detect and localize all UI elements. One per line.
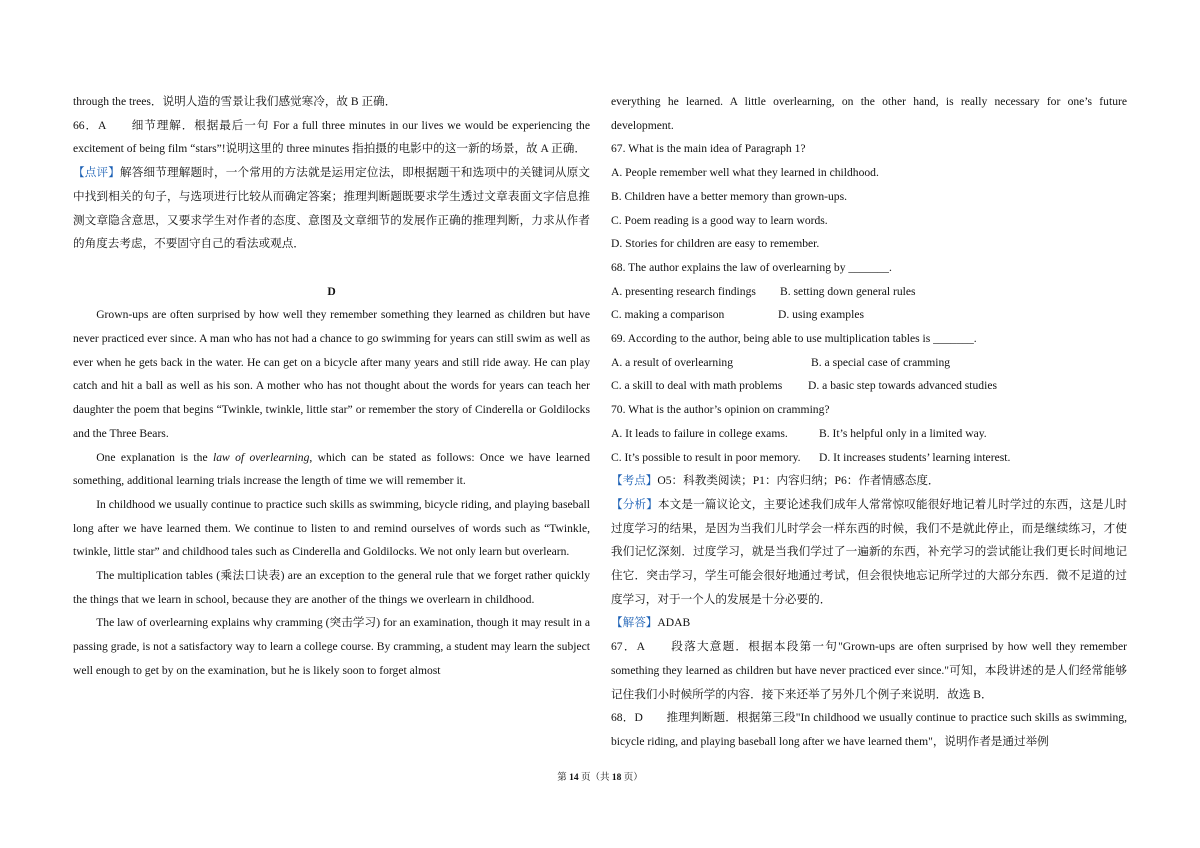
- options-70-row-2: [611, 446, 1127, 470]
- analysis-paragraph: [611, 493, 1127, 612]
- passage-paragraph-4: The multiplication tables (乘法口诀表) are an exception to the general rule that we forget rather quickly the things that we learn in school, because they are another of the things we overlearn in childhood.: [73, 569, 590, 606]
- option-67-a: A. People remember well what they learned in childhood.: [611, 166, 879, 180]
- options-68-row-1: [611, 280, 1127, 304]
- kaodian-tag: 【考点】: [611, 474, 658, 488]
- option-69-d: D. a basic step towards advanced studies: [808, 379, 997, 393]
- options-70-row-1: [611, 422, 1127, 446]
- options-69-row-2: [611, 374, 1127, 398]
- right-column: [611, 90, 1127, 754]
- answer-66: 66．A 细节理解．根据最后一句 For a full three minutes in our lives we would be experiencing the excitement of being film “stars”!说明这里的 three minutes 指拍摄的电影中的这一新的场景，故 A 正确．: [73, 118, 590, 156]
- review-paragraph: [73, 161, 590, 256]
- option-68-b: B. setting down general rules: [780, 284, 916, 298]
- option-67-d: D. Stories for children are easy to remember.: [611, 237, 820, 251]
- kaodian-paragraph: [611, 469, 1127, 493]
- page-footer: [0, 769, 1200, 783]
- option-69-a: A. a result of overlearning: [611, 355, 734, 369]
- options-69-row-1: [611, 351, 1127, 375]
- text-line: through the trees．说明人造的雪景让我们感觉寒冷，故 B 正确．: [73, 95, 397, 108]
- question-68: 68. The author explains the law of overlearning by _______.: [611, 260, 892, 274]
- option-67-b: B. Children have a better memory than grown-ups.: [611, 189, 848, 203]
- review-tag: 【点评】: [73, 166, 121, 180]
- review-text: 解答细节理解题时，一个常用的方法就是运用定位法，即根据题干和选项中的关键词从原文中找到相关的句子，与选项进行比较从而确定答案；推理判断题既要求学生透过文章表面文字信息推测文章隐含意思，又要求学生对作者的态度、意图及文章细节的发展作正确的推理判断，力求从作者的角度去考虑，不要固守自己的看法或观点．: [73, 166, 590, 251]
- page-total: 18: [611, 773, 622, 783]
- question-67: 67. What is the main idea of Paragraph 1?: [611, 142, 806, 156]
- option-67-c: C. Poem reading is a good way to learn words.: [611, 213, 828, 227]
- question-69: 69. According to the author, being able to use multiplication tables is _______.: [611, 332, 977, 346]
- answer-67: 67．A 段落大意题．根据本段第一句"Grown-ups are often surprised by how well they remember something they learned as children but have never practiced ever since."可知，本段讲述的是人们经常能够记住我们小时候所学的内容．接下来还举了另外几个例子来说明．故选 B．: [611, 640, 1127, 701]
- p2-text-b: , which can be stated as follows: Once we have learned something, additional learning trials increase the length of time we will remember it.: [73, 450, 590, 488]
- option-70-a: A. It leads to failure in college exams.: [611, 426, 788, 440]
- option-68-a: A. presenting research findings: [611, 284, 756, 298]
- passage-paragraph-1: Grown-ups are often surprised by how well they remember something they learned as children but have never practiced ever since. A man who has not had a chance to go swimming for years can still swim as well as ever when he gets back in the water. He can get on a bicycle after many years and still ride away. He can play catch and hit a ball as well as his son. A mother who has not thought about the words for years can teach her daughter the poem that begins “Twinkle, twinkle, little star” or remember the story of Cinderella or Goldilocks and the Three Bears.: [73, 308, 590, 440]
- option-68-c: C. making a comparison: [611, 308, 725, 322]
- left-column: [73, 90, 590, 683]
- footer-pre: 第: [557, 773, 570, 783]
- answer-text: ADAB: [657, 616, 691, 630]
- option-68-d: D. using examples: [778, 308, 864, 322]
- p2-text-a: One explanation is the: [96, 450, 213, 464]
- answer-paragraph: [611, 611, 1127, 635]
- kaodian-text: O5：科教类阅读；P1：内容归纳；P6：作者情感态度．: [657, 474, 940, 488]
- footer-post: 页）: [621, 773, 643, 783]
- page-number: 14: [569, 773, 579, 783]
- footer-mid: 页（共: [578, 773, 612, 783]
- section-heading: D: [327, 284, 336, 298]
- p2-emphasis: law of overlearning: [212, 450, 310, 464]
- analysis-tag: 【分析】: [611, 497, 658, 511]
- answer-tag: 【解答】: [611, 616, 658, 630]
- option-70-d: D. It increases students’ learning interest.: [819, 450, 1011, 464]
- question-70: 70. What is the author’s opinion on cramming?: [611, 403, 830, 417]
- analysis-text: 本文是一篇议论文，主要论述我们成年人常常惊叹能很好地记着儿时学过的东西，这是儿时过度学习的结果，是因为当我们儿时学会一样东西的时候，我们不是就此停止，而是继续练习，才使我们记忆深刻．过度学习，就是当我们学过了一遍新的东西，补充学习的尝试能让我们更长时间地记住它．突击学习，学生可能会很好地通过考试，但会很快地忘记所学过的大部分东西．微不足道的过度学习，对于一个人的发展是十分必要的．: [611, 497, 1127, 606]
- passage-continuation: everything he learned. A little overlearning, on the other hand, is really necessary for one’s future development.: [611, 95, 1127, 132]
- option-70-b: B. It’s helpful only in a limited way.: [819, 426, 987, 440]
- answer-68: 68．D 推理判断题．根据第三段"In childhood we usually continue to practice such skills as swimming, bicycle riding, and playing baseball long after we have learned them"，说明作者是通过举例: [611, 711, 1127, 748]
- option-70-c: C. It’s possible to result in poor memory.: [611, 450, 801, 464]
- option-69-b: B. a special case of cramming: [811, 355, 951, 369]
- passage-paragraph-3: In childhood we usually continue to practice such skills as swimming, bicycle riding, and playing baseball long after we have learned them. We continue to listen to and remind ourselves of words such as “Twinkle, twinkle, little star” and childhood tales such as Cinderella and Goldilocks. We not only learn but overlearn.: [73, 497, 590, 559]
- passage-paragraph-5: The law of overlearning explains why cramming (突击学习) for an examination, though it may result in a passing grade, is not a satisfactory way to learn a college course. By cramming, a student may learn the subject well enough to get by on the examination, but he is likely soon to forget almost: [73, 616, 590, 677]
- option-69-c: C. a skill to deal with math problems: [611, 379, 783, 393]
- options-68-row-2: [611, 303, 1127, 327]
- passage-paragraph-2: [73, 446, 590, 493]
